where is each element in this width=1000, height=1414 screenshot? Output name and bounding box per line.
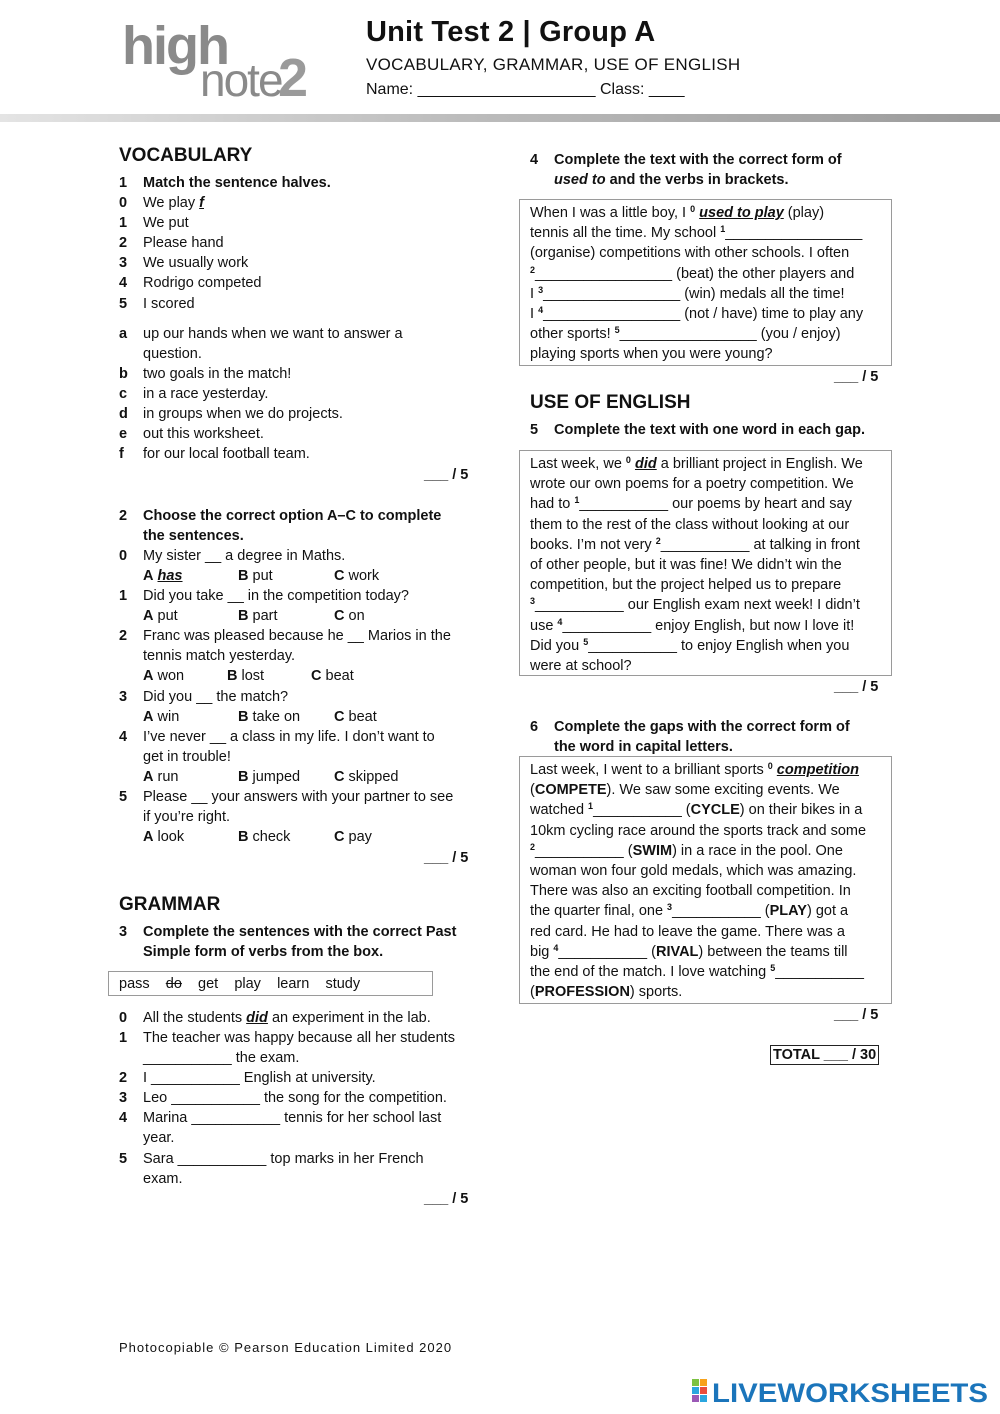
box-word: study: [325, 976, 361, 992]
example-answer: competition: [776, 762, 859, 778]
ex1-score: ___ / 5: [424, 467, 469, 483]
box-word: pass: [119, 976, 150, 992]
logo-number: 2: [278, 48, 309, 102]
ex4-text: When I was a little boy, I $^0$ used to play (play) tennis all the time. My school $^1$_________________ (organise) competitions with other schools. I often $^2$_________________ (beat) the other players and I $^3$_________________ (win) medals all the time! I $^4$_________________ (not / have) time to play any other sports! $^5$_________________ (you / enjoy) playing sports when you were young?: [530, 204, 864, 363]
liveworksheets-icon: [692, 1379, 707, 1402]
example-answer: has: [157, 568, 183, 584]
ex-number: 1: [119, 175, 128, 191]
ex6-text: Last week, I went to a brilliant sports $^0$ competition (COMPETE). We saw some exciting events. We watched $^1$___________ (CYCLE) on their bikes in a 10km cycling race around the sports track and some $^2$___________ (SWIM) in a race in the pool. One woman won four gold medals, which was amazing. There was also an exciting football competition. In the quarter final, one $^3$___________ (PLAY) got a red card. He had to leave the game. There was a big $^4$___________ (RIVAL) between the teams till the end of the match. I love watching $^5$___________ (PROFESSION) sports.: [530, 761, 867, 1001]
right-column: 4 Complete the text with the correct form of used to and the verbs in brackets. When I was a little boy, I $^0$ used to play (play) tennis all the time. My school $^1$_________________ (organise) competitions with other schools. I often $^2$_________________ (beat) the other players and I $^3$_________________ (win) medals all the time! I $^4$_________________ (not / have) time to play any other sports! $^5$_________________ (you / enjoy) playing sports when you were young? ___ / 5 USE OF ENGLISH 5 Complete the text with one word in each gap. Last week, we $^0$ did a brilliant project in English. We wrote our own poems for a poetry competition. We had to $^1$___________ our poems by heart and say them to the rest of the class without looking at our books. I’m not very $^2$___________ at talking in front of other people, but it was fine! We didn’t win the competition, but the project helped us to prepare $^3$___________ our English exam next week! I didn’t use $^4$___________ enjoy English, but now I love it! Did you $^5$___________ to enjoy English when you were at school? ___ / 5 6 Complete the gaps with the correct form of the word in capital letters. Last week, I went to a brilliant sports $^0$ competition (COMPETE). We saw some exciting events. We watched $^1$___________ (CYCLE) on their bikes in a 10km cycling race around the sports track and some $^2$___________ (SWIM) in a race in the pool. One woman won four gold medals, which was amazing. There was also an exciting football competition. In the quarter final, one $^3$___________ (PLAY) got a red card. He had to leave the game. There was a big $^4$___________ (RIVAL) between the teams till the end of the match. I love watching $^5$___________ (PROFESSION) sports. ___ / 5: [530, 0, 910, 1414]
grammar-heading: GRAMMAR: [119, 894, 221, 915]
ex6-score: ___ / 5: [834, 1007, 879, 1023]
name-class-line: Name: ____________________ Class: ____: [366, 81, 685, 98]
box-word: learn: [277, 976, 310, 992]
page-subtitle: VOCABULARY, GRAMMAR, USE OF ENGLISH: [366, 55, 741, 74]
ex5-text: Last week, we $^0$ did a brilliant project in English. We wrote our own poems for a poetry competition. We had to $^1$___________ our poems by heart and say them to the rest of the class without looking at our books. I’m not very $^2$___________ at talking in front of other people, but it was fine! We didn’t win the competition, but the project helped us to prepare $^3$___________ our English exam next week! I didn’t use $^4$___________ enjoy English, but now I love it! Did you $^5$___________ to enjoy English when you were at school?: [530, 455, 863, 675]
ex6-text-box: [519, 756, 892, 1004]
total-score: TOTAL ___ / 30: [770, 1045, 879, 1065]
ex4-text-box: [519, 199, 892, 366]
left-column: VOCABULARY 1 Match the sentence halves. 0 We play f 1 We put 2 Please hand 3 We usually work 4 Rodrigo competed 5 I scored a up our hands when we want to answer a question. b two goals in the match! c in a race yesterday. d in groups when we do projects. e out this worksheet. f for our local football team. ___ / 5 2 Choose the correct option A–C to complete the sentences. 0 My sister __ a degree in Maths. A has B put C work 1 Did you take __ in the competition today? A put B part C on 2 Franc was pleased because he __ Marios in the tennis match yesterday. A won B lost C beat 3 Did you __ the match? A win B take on C beat 4 I’ve never __ a class in my life. I don’t want to get in trouble! A run B jumped C skipped 5 Please __ your answers with your partner to see if you’re right. A look B check C pay ___ / 5 GRAMMAR 3 Complete the sentences with the correct Past Simple form of verbs from the box. pass do get play learn study 0 All the students did an experiment in the lab. 1 The teacher was happy because all her students ___________ the exam. 2 I ___________ English at university. 3 Leo ___________ the song for the competition. 4 Marina ___________ tennis for her school last year. 5 Sara ___________ top marks in her French exam. ___ / 5: [119, 0, 479, 1414]
logo-word-high: high: [122, 16, 228, 76]
example-answer: did: [634, 456, 657, 472]
example-answer: did: [246, 1010, 268, 1026]
logo-word-note: note: [200, 54, 282, 102]
box-word-used: do: [165, 976, 182, 992]
ex3-score: ___ / 5: [424, 1191, 469, 1207]
example-answer: f: [199, 195, 204, 211]
ex4-score: ___ / 5: [834, 369, 879, 385]
example-answer: used to play: [699, 205, 784, 221]
word-box: [108, 971, 433, 996]
box-word: get: [198, 976, 219, 992]
ex5-text-box: [519, 450, 892, 676]
vocabulary-heading: VOCABULARY: [119, 145, 253, 166]
copyright-footer: Photocopiable © Pearson Education Limited 2020: [119, 1340, 453, 1355]
box-word: play: [234, 976, 261, 992]
ex5-score: ___ / 5: [834, 679, 879, 695]
ex2-score: ___ / 5: [424, 850, 469, 866]
page-title: Unit Test 2 | Group A: [366, 16, 656, 48]
use-of-english-heading: USE OF ENGLISH: [530, 392, 691, 413]
liveworksheets-wordmark: LIVEWORKSHEETS: [712, 1378, 988, 1406]
liveworksheets-logo: [690, 1376, 990, 1406]
